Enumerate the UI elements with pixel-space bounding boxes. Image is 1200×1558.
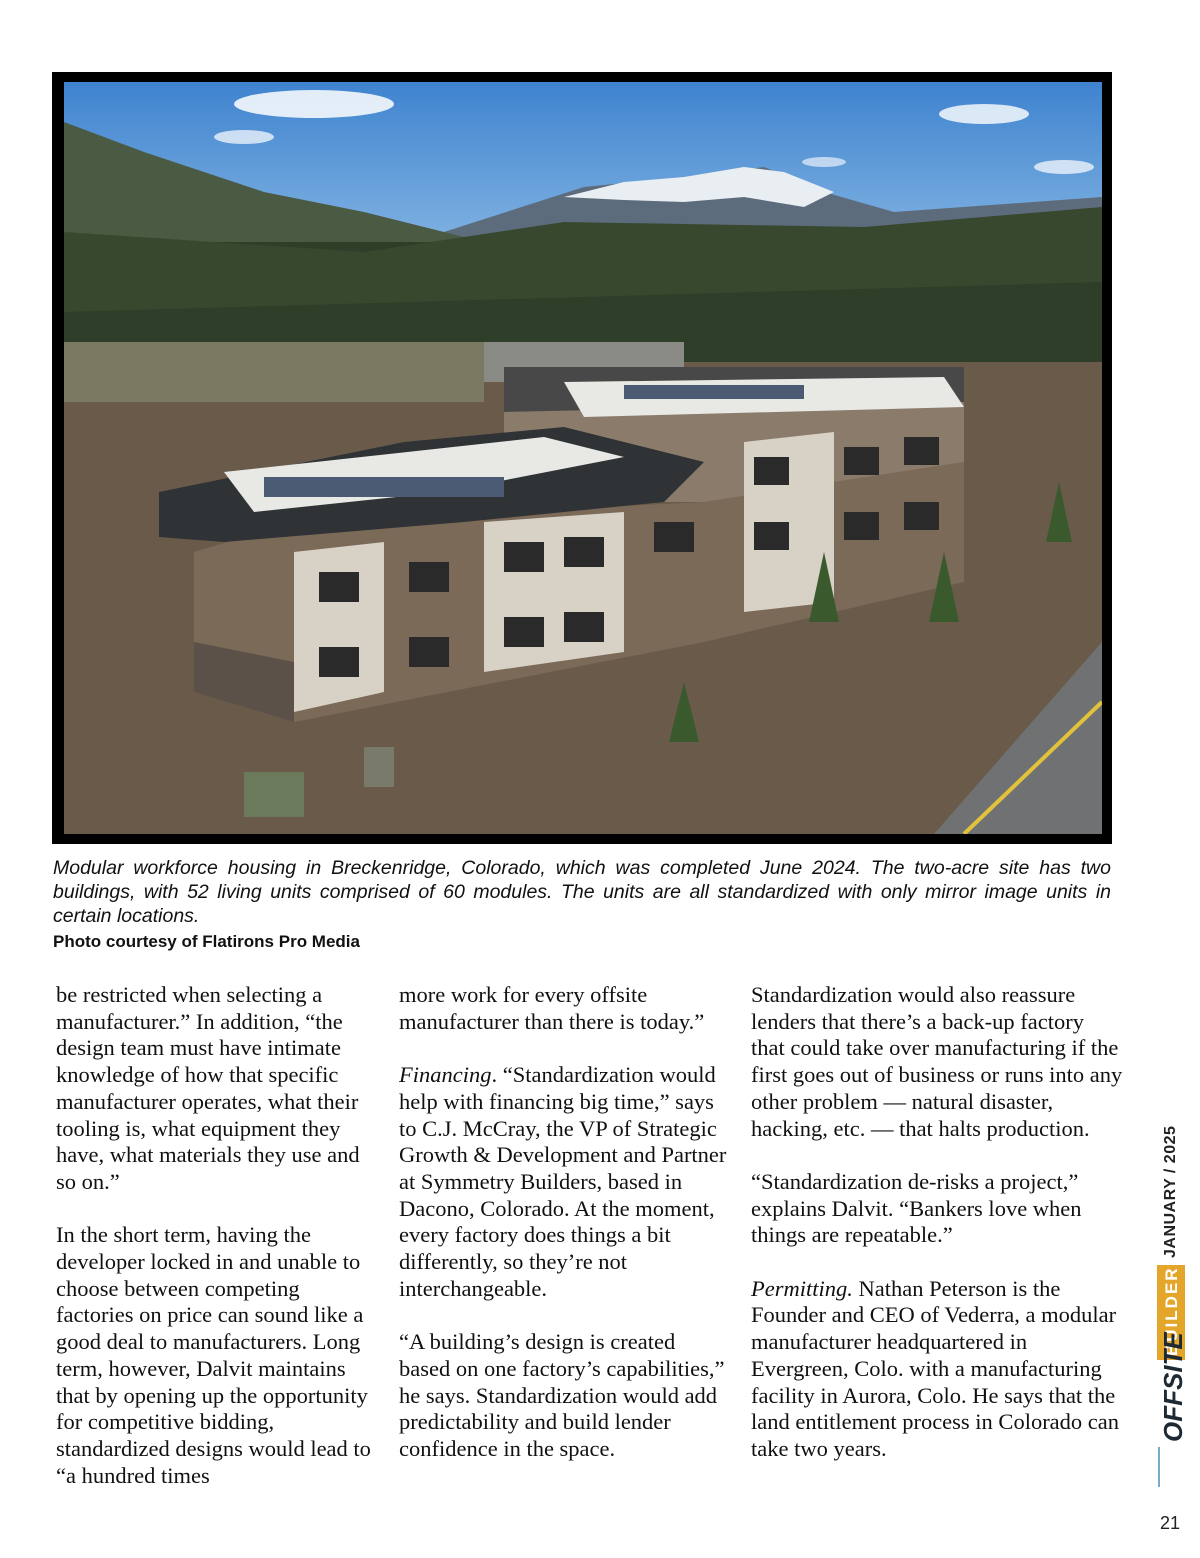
photo-credit: Photo courtesy of Flatirons Pro Media (53, 932, 360, 951)
page-number: 21 (1160, 1513, 1181, 1533)
paragraph-text: Nathan Peterson is the Founder and CEO of Vederra, a modular manufacturer headquartered in Evergreen, Colo. with a manufacturing facility in Aurora, Colo. He says that the land entitlement process in Colorado can take two years. (751, 1275, 1120, 1461)
paragraph: “Standardization de-risks a project,” explains Dalvit. “Bankers love when things are repeatable.” (751, 1168, 1082, 1248)
brand-offsite: OFFSITE (1158, 1332, 1188, 1442)
brand-builder: BUILDER (1162, 1266, 1181, 1356)
paragraph: In the short term, having the developer locked in and unable to choose between competing factories on price can sound like a good deal to manufacturers. Long term, however, Dalvit maintains that by opening up the opportunity for competitive bidding, standardized designs would lead to “a hundred times (56, 1222, 371, 1488)
paragraph: Standardization would also reassure lenders that there’s a back-up factory that could take over manufacturing if the first goes out of business or runs into any other problem — natural disaster, hacking, etc. — that halts production. (751, 982, 1123, 1141)
body-column-1 (56, 982, 378, 1516)
photo-caption: Modular workforce housing in Breckenridge, Colorado, which was completed June 2024. The two-acre site has two buildings, with 52 living units comprised of 60 modules. The units are all standardized with only mirror image units in certain locations. (53, 857, 1111, 927)
paragraph: more work for every offsite manufacturer than there is today.” (399, 982, 705, 1034)
paragraph: be restricted when selecting a manufacturer.” In addition, “the design team must have intimate knowledge of how that specific manufacturer operates, what their tooling is, what equipment they have, what materials they use and so on.” (56, 982, 360, 1194)
body-column-2 (399, 982, 729, 1489)
section-lead-permitting: Permitting. (751, 1275, 853, 1301)
paragraph-text: . “Standardization would help with financing big time,” says to C.J. McCray, the VP of Strategic Growth & Development and Partner at Symmetry Builders, based in Dacono, Colorado. At the moment, every factory does things a bit differently, so they’re not interchangeable. (399, 1062, 727, 1301)
paragraph: “A building’s design is created based on one factory’s capabilities,” he says. Standardization would add predictability and build lender confidence in the space. (399, 1329, 725, 1461)
section-lead-financing: Financing (399, 1062, 492, 1088)
building-photo (64, 82, 1102, 834)
issue-date: JANUARY / 2025 (1162, 1125, 1179, 1258)
photo-frame (52, 72, 1112, 844)
body-column-3 (751, 982, 1123, 1489)
sidebar-rule (1158, 1447, 1160, 1487)
paragraph (751, 1276, 1123, 1463)
paragraph (399, 1062, 729, 1302)
